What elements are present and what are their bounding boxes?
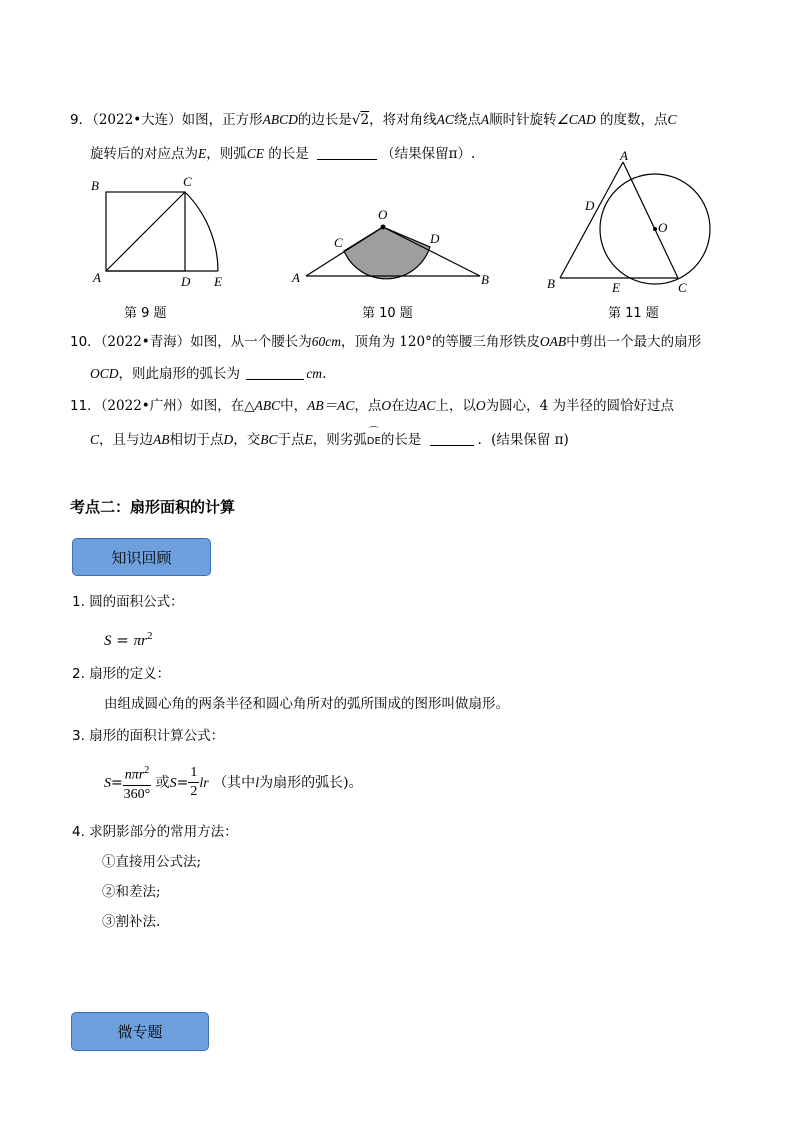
answer-blank-10[interactable] xyxy=(246,365,304,380)
fig10-label-A: A xyxy=(292,270,300,285)
fig11-label-D: D xyxy=(585,198,595,213)
fig11-label-E: E xyxy=(612,280,620,295)
figure-10 xyxy=(288,205,498,290)
fig10-label-B: B xyxy=(481,272,489,287)
fraction-one-half: $\frac{1}{2}$ xyxy=(190,765,198,800)
figure-9-caption: 第 9 题 xyxy=(124,306,167,321)
fig9-label-B: B xyxy=(91,178,99,193)
formula-circle-area: $S = \pi r^2$ xyxy=(104,630,153,649)
answer-blank-9[interactable] xyxy=(317,145,377,160)
fig9-label-A: A xyxy=(93,270,101,285)
fig11-label-B: B xyxy=(547,276,555,291)
fraction-n-pi-r2-over-360: $\frac{n\pi r^2}{360^\circ}$ xyxy=(123,762,151,804)
fig10-label-D: D xyxy=(430,231,440,246)
formula-sector-area: S= $\frac{n\pi r^2}{360^\circ}$ 或S= $\frac{1}{2}$ lr （其中l为扇形的弧长)。 xyxy=(104,762,363,804)
method-2: ②和差法; xyxy=(102,884,161,900)
fig11-label-A: A xyxy=(620,148,628,163)
fig11-label-C: C xyxy=(678,280,687,295)
problem-9-line-2: 旋转后的对应点为E，则弧CE 的长是 （结果保留π）. xyxy=(90,146,476,162)
arc-symbol-icon: ⌒ xyxy=(368,427,379,438)
fig9-label-E: E xyxy=(214,274,222,289)
fig10-label-O: O xyxy=(378,207,388,222)
figure-11-caption: 第 11 题 xyxy=(608,306,659,321)
sqrt-symbol: √ xyxy=(351,112,361,128)
item-3: 3. 扇形的面积计算公式： xyxy=(72,728,225,744)
problem-10-line-2: OCD，则此扇形的弧长为 cm. xyxy=(90,366,327,382)
item-2: 2. 扇形的定义： xyxy=(72,666,171,682)
item-4: 4. 求阴影部分的常用方法： xyxy=(72,824,238,840)
problem-11-line-2: C，且与边AB相切于点D，交BC于点E，则劣弧 ⌒ DE的长是 ．(结果保留 π) xyxy=(90,430,569,452)
method-1: ①直接用公式法; xyxy=(102,854,202,870)
fig11-label-O: O xyxy=(658,220,668,235)
knowledge-review-button[interactable]: 知识回顾 xyxy=(72,538,211,576)
fig9-label-D: D xyxy=(181,274,191,289)
problem-9-line-1: 9．（2022•大连）如图，正方形ABCD的边长是√2，将对角线AC绕点A顺时针旋转∠CAD 的度数，点C xyxy=(70,112,677,128)
problem-10-line-1: 10．（2022•青海）如图，从一个腰长为60cm，顶角为 120°的等腰三角形铁皮OAB中剪出一个最大的扇形 xyxy=(70,334,702,350)
micro-topic-button[interactable]: 微专题 xyxy=(71,1012,209,1051)
arc-de: ⌒ DE xyxy=(367,432,381,452)
fig10-label-C: C xyxy=(334,235,343,250)
method-3: ③割补法. xyxy=(102,914,161,930)
figure-11 xyxy=(540,148,720,296)
sector-definition: 由组成圆心角的两条半径和圆心角所对的弧所围成的图形叫做扇形。 xyxy=(104,696,509,712)
figure-9 xyxy=(88,172,238,294)
figure-10-caption: 第 10 题 xyxy=(362,306,413,321)
item-1: 1. 圆的面积公式： xyxy=(72,594,184,610)
answer-blank-11[interactable] xyxy=(430,431,474,446)
fig9-label-C: C xyxy=(183,174,192,189)
section-2-title: 考点二：扇形面积的计算 xyxy=(70,498,236,516)
problem-11-line-1: 11．（2022•广州）如图，在△ABC中，AB＝AC，点O在边AC上，以O为圆心，4 为半径的圆恰好过点 xyxy=(70,398,675,414)
